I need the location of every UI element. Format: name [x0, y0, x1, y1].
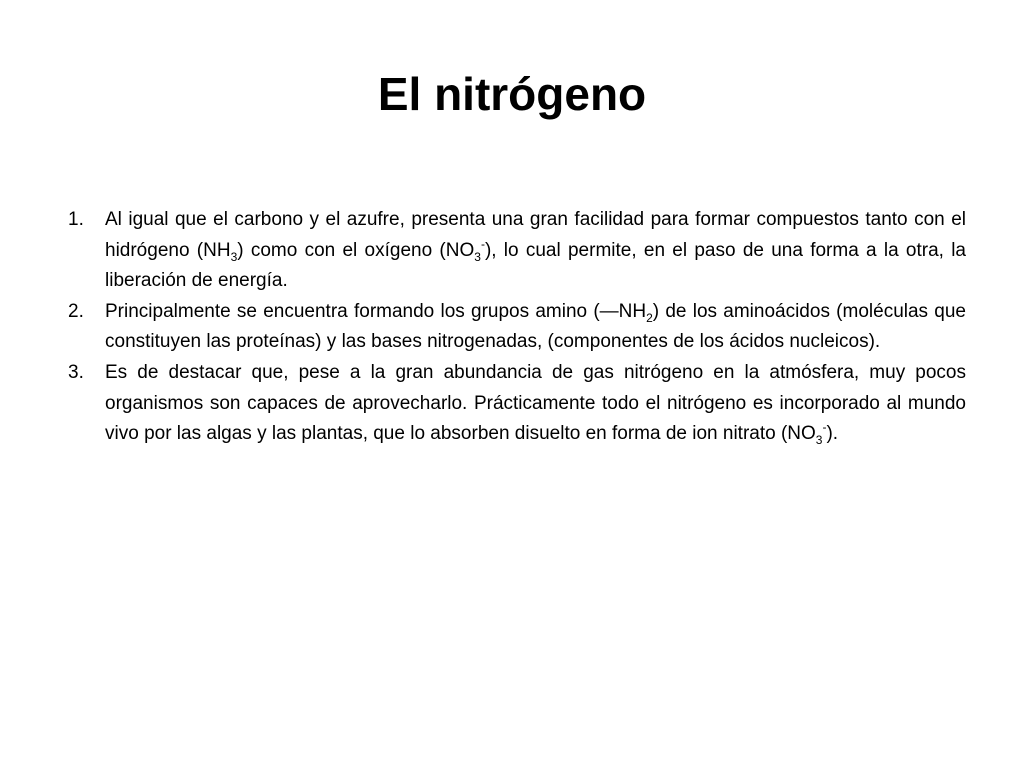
- superscript: -: [480, 236, 485, 251]
- text-run: Principalmente se encuentra formando los grupos amino (—NH: [105, 300, 647, 322]
- numbered-list: [68, 205, 966, 450]
- list-item: [68, 297, 966, 358]
- slide-title: El nitrógeno: [377, 68, 647, 120]
- list-item: [68, 358, 966, 450]
- list-item: [68, 205, 966, 297]
- text-run: ) como con el oxígeno (NO: [237, 239, 475, 261]
- list-item-text: [105, 209, 966, 291]
- subscript: 3: [474, 249, 481, 264]
- text-run: ).: [826, 423, 839, 445]
- list-item-text: [105, 301, 966, 353]
- subscript: 2: [646, 310, 653, 325]
- superscript: -: [822, 420, 827, 435]
- text-run: Es de destacar que, pese a la gran abundancia de gas nitrógeno en la atmósfera, muy pocos organismos son capaces de aprovecharlo. Prácticamente todo el nitrógeno es incorporado al mundo vivo por las algas y las plantas, que lo absorben disuelto en forma de ion nitrato (NO: [105, 361, 966, 445]
- text-run: Al igual que el carbono y el azufre, presenta una gran facilidad para formar compuestos tanto con el hidrógeno (NH: [105, 209, 966, 261]
- text-run: ), lo cual permite, en el paso de una forma a la otra, la liberación de energía.: [105, 239, 966, 292]
- list-item-number: 3.: [68, 361, 84, 383]
- subscript: 3: [815, 433, 823, 448]
- list-item-number: 2.: [68, 300, 84, 322]
- text-run: ) de los aminoácidos (moléculas que constituyen las proteínas) y las bases nitrogenadas, (componentes de los ácidos nucleicos).: [105, 300, 966, 353]
- list-item-number: 1.: [68, 209, 84, 230]
- list-item-text: [105, 361, 966, 448]
- subscript: 3: [230, 249, 238, 264]
